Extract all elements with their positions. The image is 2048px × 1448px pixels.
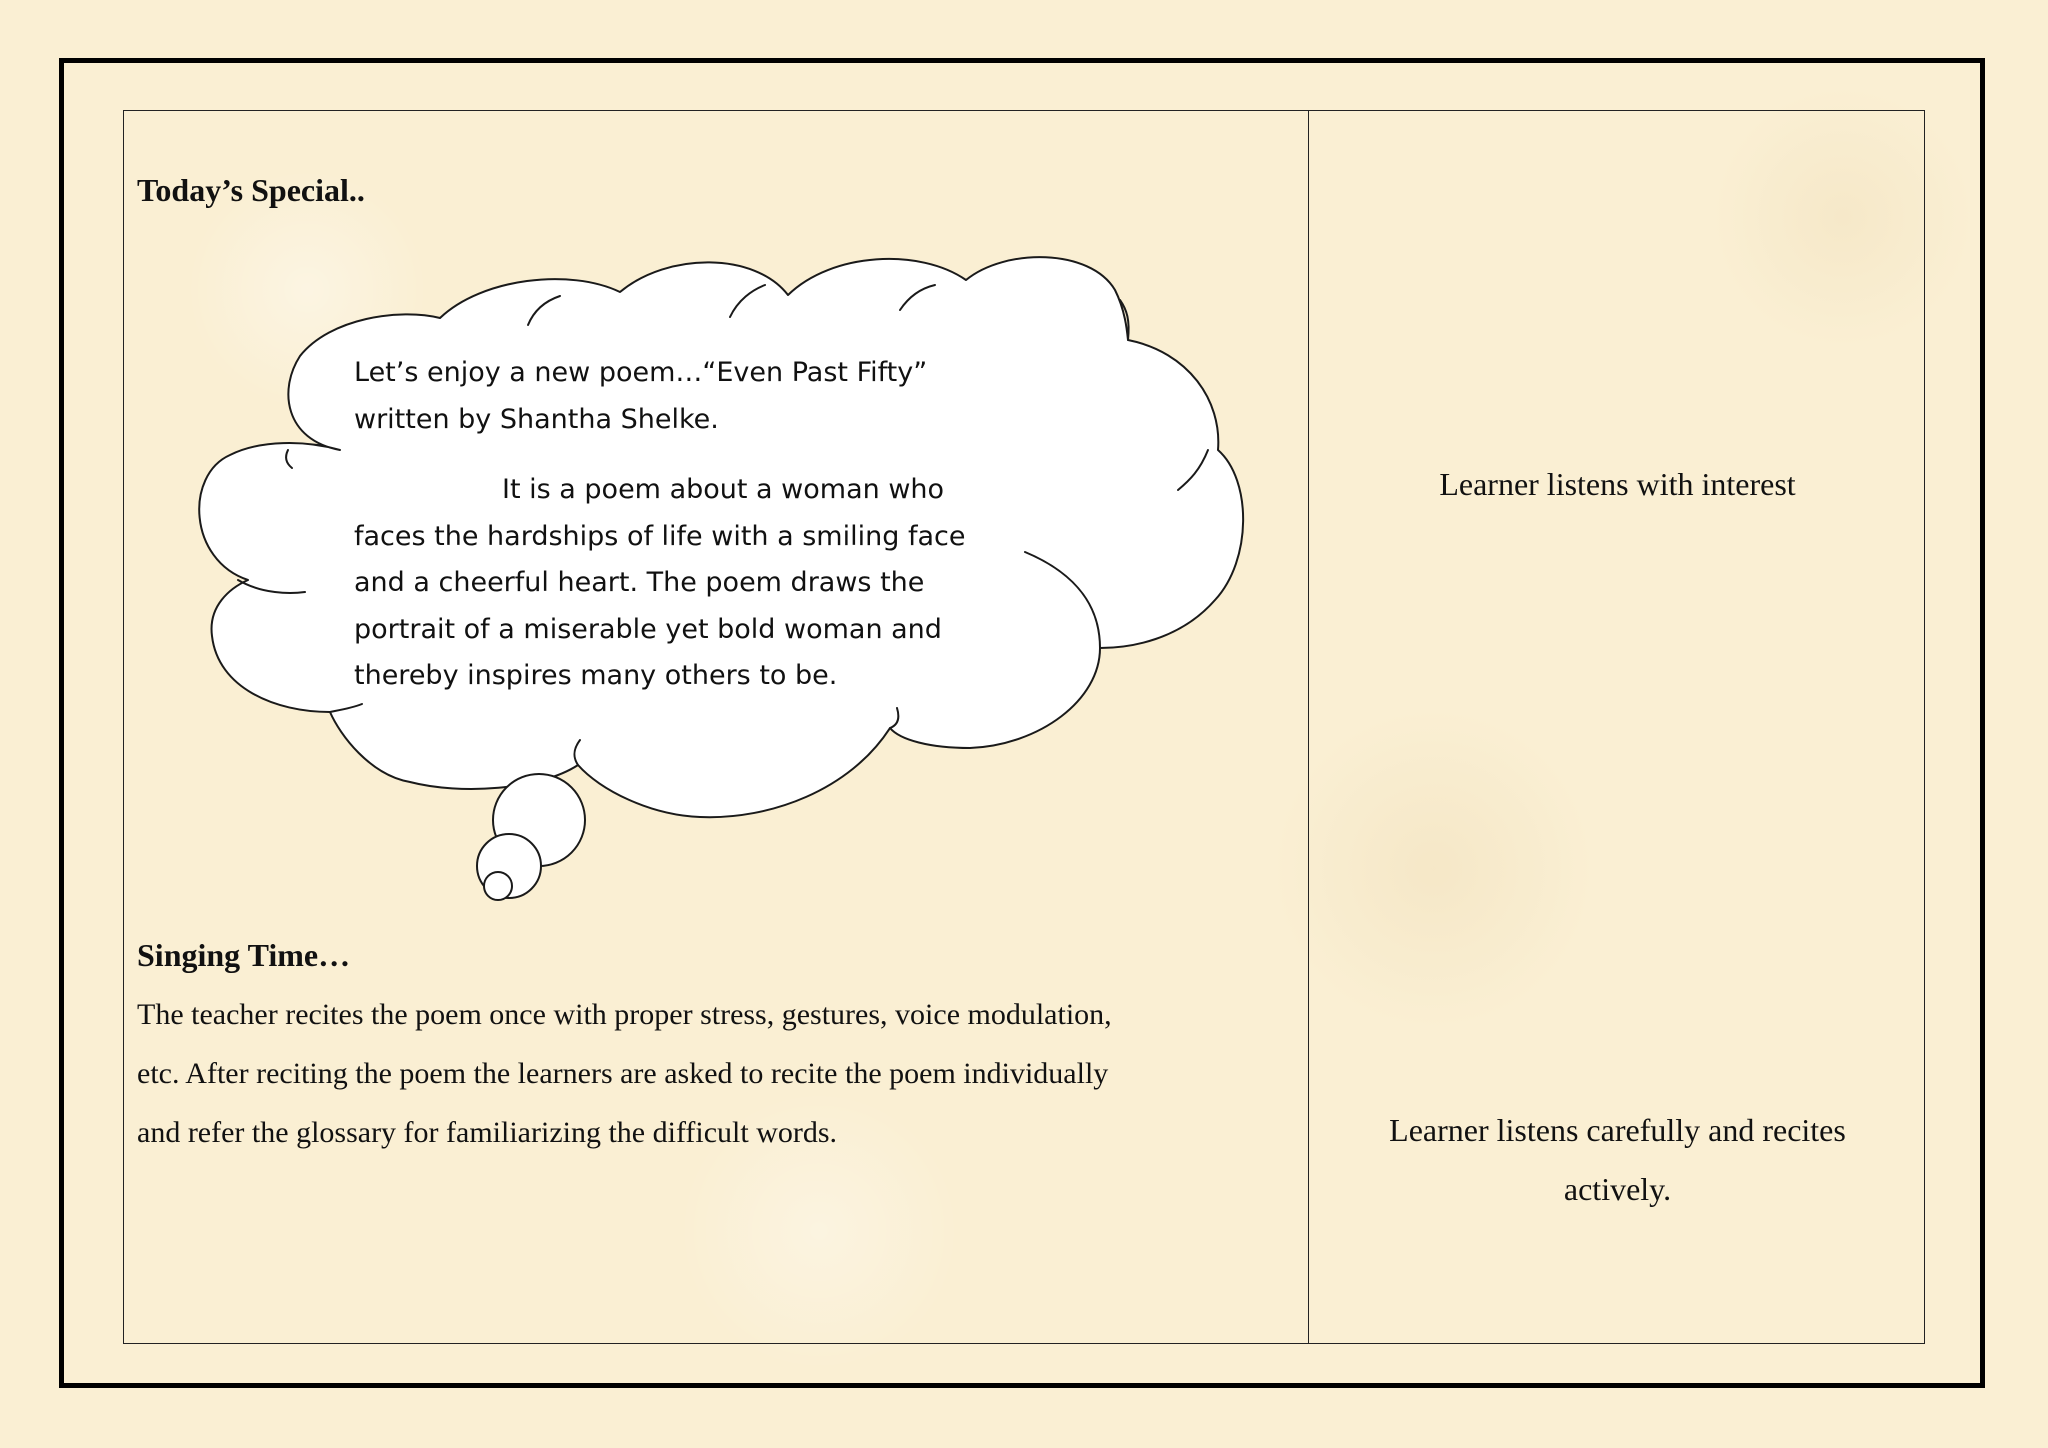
todays-special-heading: Today’s Special.. bbox=[137, 172, 365, 208]
learner-response-2: Learner listens carefully and recites actively. bbox=[1389, 1112, 1846, 1207]
singing-time-heading: Singing Time… bbox=[137, 937, 351, 973]
learner-response-1: Learner listens with interest bbox=[1439, 466, 1796, 502]
column-divider bbox=[1308, 110, 1309, 1344]
singing-time-paragraph: The teacher recites the poem once with proper stress, gestures, voice modulation, etc. After reciting the poem the learners are asked to recite the poem individually and refer the glossary for familiarizing the difficult words. bbox=[137, 998, 1112, 1149]
bubble-intro-text: Let’s enjoy a new poem…“Even Past Fifty” written by Shantha Shelke. bbox=[354, 357, 928, 435]
bubble-description-text: It is a poem about a woman who faces the hardships of life with a smiling face and a cheerful heart. The poem draws the portrait of a miserable yet bold woman and thereby inspires many others to be. bbox=[354, 474, 966, 691]
